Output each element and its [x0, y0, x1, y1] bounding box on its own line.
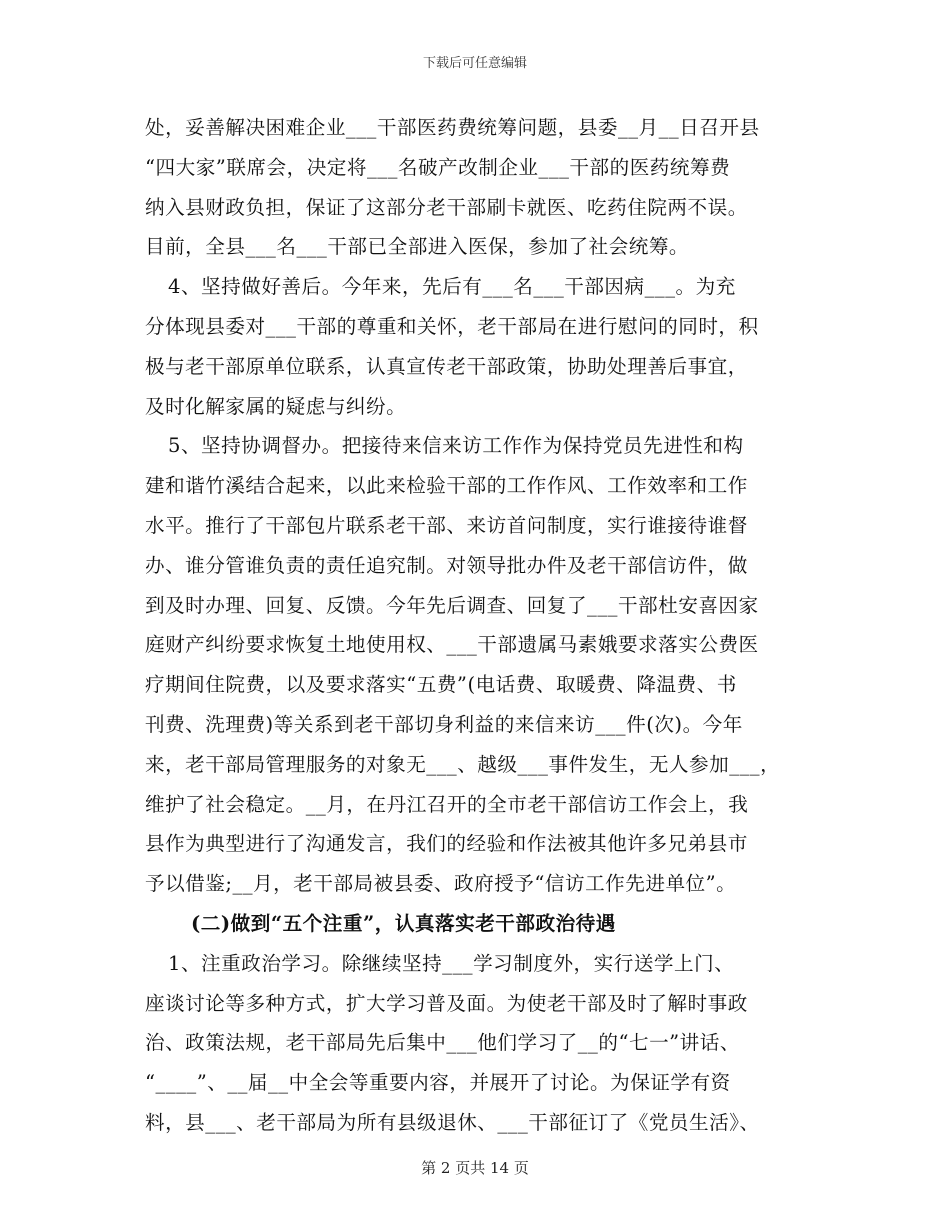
text-line: “____”、__届__中全会等重要内容，并展开了讨论。为保证学有资: [145, 1071, 731, 1095]
text-line: 及时化解家属的疑虑与纠纷。: [145, 394, 407, 418]
text-line: 极与老干部原单位联系，认真宣传老干部政策，协助处理善后事宜，: [145, 354, 748, 378]
text-line: 治、政策法规，老干部局先后集中___他们学习了__的“七一”讲话、: [145, 1031, 740, 1055]
page-footer: 第 2 页共 14 页: [421, 1159, 529, 1177]
text-line: 庭财产纠纷要求恢复土地使用权、___干部遗属马素娥要求落实公费医: [145, 633, 759, 657]
text-line: 办、谁分管谁负责的责任追究制。对领导批办件及老干部信访件，做: [145, 553, 748, 577]
page-header: 下载后可任意编辑: [422, 56, 527, 71]
text-line: 1、注重政治学习。除继续坚持___学习制度外，实行送学上门、: [168, 951, 735, 975]
text-line: 维护了社会稳定。__月，在丹江召开的全市老干部信访工作会上，我: [145, 792, 749, 816]
text-line: 分体现县委对___干部的尊重和关怀，老干部局在进行慰问的同时，积: [145, 314, 759, 338]
text-line: 目前，全县___名___干部已全部进入医保，参加了社会统筹。: [145, 235, 690, 259]
text-line: 纳入县财政负担，保证了这部分老干部刷卡就医、吃药住院两不误。: [145, 195, 748, 219]
text-line: 5、坚持协调督办。把接待来信来访工作作为保持党员先进性和构: [168, 434, 744, 458]
section-heading: (二)做到“五个注重”，认真落实老干部政治待遇: [191, 911, 616, 935]
text-line: 建和谐竹溪结合起来，以此来检验干部的工作作风、工作效率和工作: [145, 474, 748, 498]
text-line: 县作为典型进行了沟通发言，我们的经验和作法被其他许多兄弟县市: [145, 832, 748, 856]
text-line: 料，县___、老干部局为所有县级退休、___干部征订了《党员生活》、: [145, 1110, 760, 1134]
text-line: 4、坚持做好善后。今年来，先后有___名___干部因病___。为充: [168, 275, 736, 299]
text-line: 座谈讨论等多种方式，扩大学习普及面。为使老干部及时了解时事政: [145, 991, 748, 1015]
document-body: [145, 108, 813, 1143]
text-line: 刊费、洗理费)等关系到老干部切身利益的来信来访___件(次)。今年: [145, 712, 743, 736]
text-line: “四大家”联席会，决定将___名破产改制企业___干部的医药统筹费: [145, 155, 731, 179]
text-line: 予以借鉴;__月，老干部局被县委、政府授予“信访工作先进单位”。: [145, 872, 737, 896]
text-line: 疗期间住院费，以及要求落实“五费”(电话费、取暖费、降温费、书: [145, 673, 737, 697]
text-line: 水平。推行了干部包片联系老干部、来访首问制度，实行谁接待谁督: [145, 513, 748, 537]
text-line: 处，妥善解决困难企业___干部医药费统筹问题，县委__月__日召开县: [145, 116, 760, 139]
text-line: 来，老干部局管理服务的对象无___、越级___事件发生，无人参加___，: [145, 752, 781, 776]
text-line: 到及时办理、回复、反馈。今年先后调查、回复了___干部杜安喜因家: [145, 593, 759, 617]
